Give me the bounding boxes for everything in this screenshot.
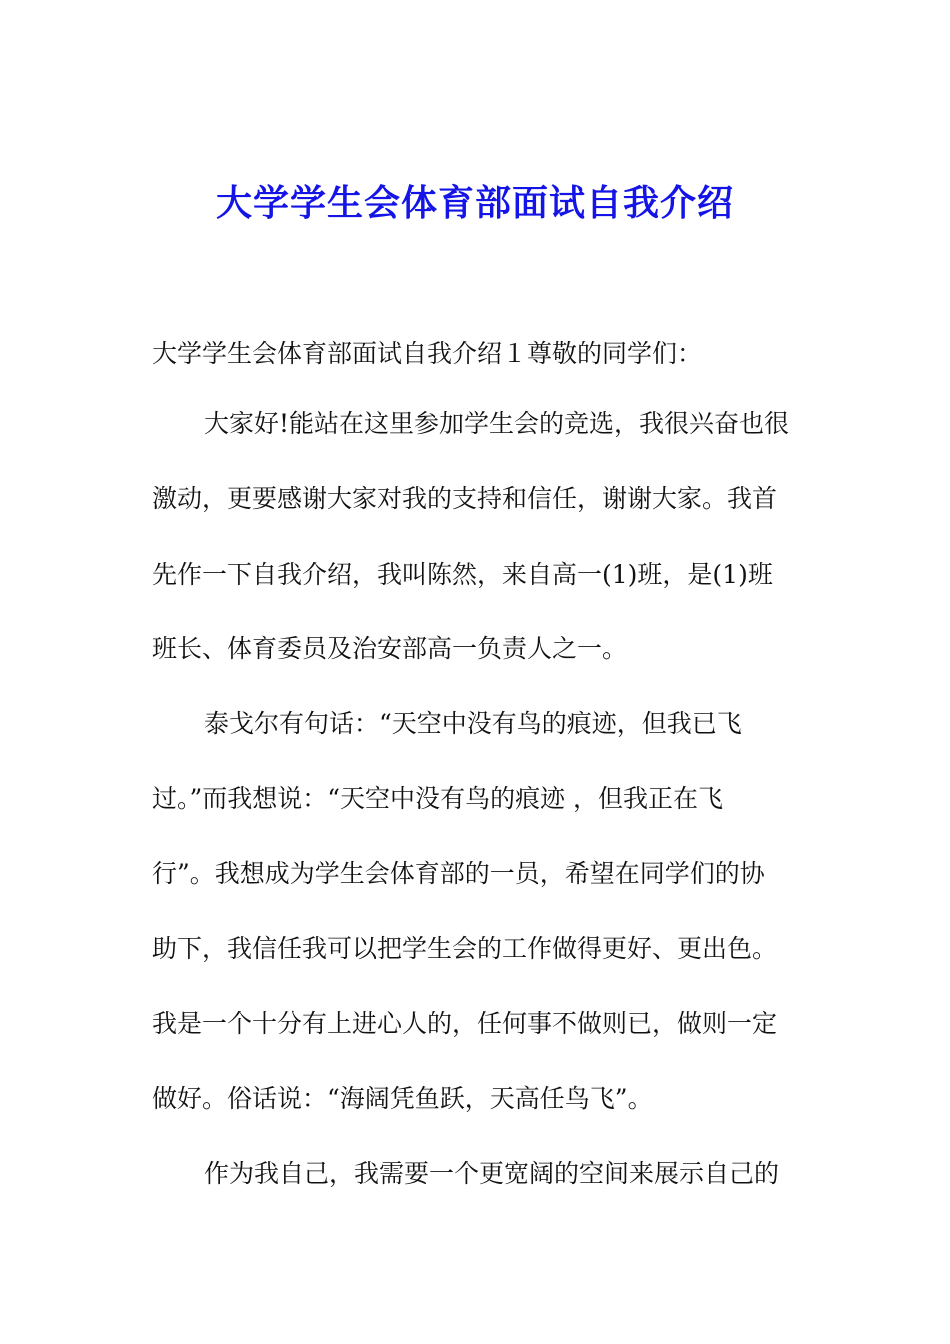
paragraph-2-line-3: 行”。我想成为学生会体育部的一员，希望在同学们的协 [152, 859, 765, 888]
opening-line: 大学学生会体育部面试自我介绍１尊敬的同学们： [152, 339, 703, 368]
paragraph-3-line-1: 作为我自己，我需要一个更宽阔的空间来展示自己的 [204, 1159, 780, 1188]
paragraph-2-line-4: 助下，我信任我可以把学生会的工作做得更好、更出色。 [152, 934, 778, 963]
paragraph-1-line-3: 先作一下自我介绍，我叫陈然，来自高一(1)班，是(1)班 [152, 560, 773, 589]
document-title: 大学学生会体育部面试自我介绍 [215, 182, 734, 224]
paragraph-2-line-1: 泰戈尔有句话：“天空中没有鸟的痕迹，但我已飞 [204, 709, 742, 738]
paragraph-1-line-4: 班长、体育委员及治安部高一负责人之一。 [152, 634, 628, 663]
paragraph-1-line-2: 激动，更要感谢大家对我的支持和信任，谢谢大家。我首 [152, 484, 778, 513]
paragraph-1-line-1: 大家好!能站在这里参加学生会的竞选，我很兴奋也很 [204, 409, 790, 438]
paragraph-2-line-6: 做好。俗话说：“海阔凭鱼跃，天高任鸟飞”。 [152, 1084, 653, 1113]
paragraph-2-line-2: 过。”而我想说：“天空中没有鸟的痕迹 ，但我正在飞 [152, 784, 724, 813]
paragraph-2-line-5: 我是一个十分有上进心人的，任何事不做则已，做则一定 [152, 1009, 778, 1038]
